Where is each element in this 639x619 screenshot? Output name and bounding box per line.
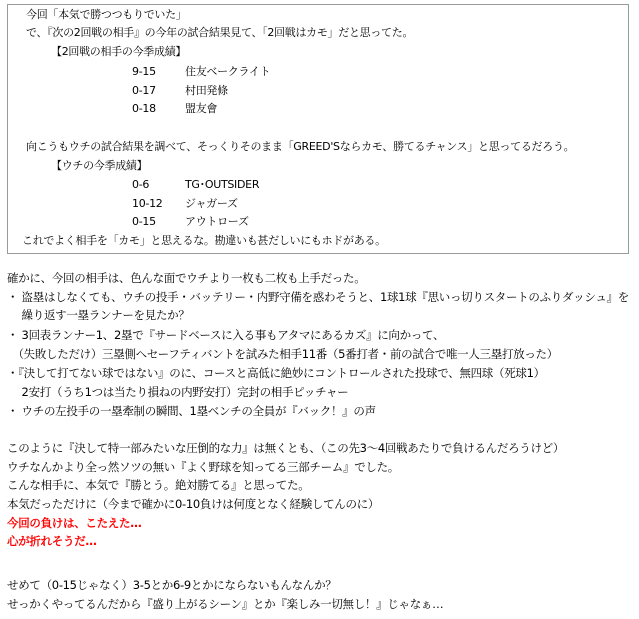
outro-line: これでよく相手を「カモ」と思えるな。勘違いも甚だしいにもホドがある。 [22, 234, 386, 247]
intro-line-1: 今回「本気で勝つつもりでいた」 [26, 8, 187, 21]
intro-line-2: で、『次の2回戦の相手』の今年の試合結果見て、「2回戦はカモ」だと思ってた。 [26, 26, 414, 39]
middle-line: 向こうもウチの試合結果を調べて、そっくりそのまま「GREED'Sならカモ、勝てるチャンス」と思ってるだろう。 [26, 140, 575, 153]
body-line: 2安打（うち1つは当たり損ねの内野安打）完封の相手ピッチャー [7, 385, 349, 399]
body-line: ・ 盗塁はしなくても、ウチの投手・バッテリー・内野守備を惑わそうと、1球1球『思いっ切りスタートのふりダッシュ』を [7, 290, 629, 304]
opponent-team: 村田発條 [185, 84, 228, 97]
own-score: 0-6 [132, 178, 150, 191]
opponent-team: 盟友會 [185, 102, 218, 115]
opponent-score: 0-17 [132, 84, 156, 97]
own-results-heading: 【ウチの今季成績】 [51, 159, 148, 172]
opponent-score: 0-18 [132, 102, 156, 115]
own-team: アウトローズ [185, 215, 249, 228]
body-line: 本気だっただけに（今まで確かに0-10負けは何度となく経験してんのに） [7, 497, 380, 511]
body-line: このように『決して特一部みたいな圧倒的な力』は無くとも、（この先3～4回戦あたりで負けるんだろうけど） [7, 441, 565, 455]
opponent-results-heading: 【2回戦の相手の今季成績】 [51, 45, 187, 58]
opponent-score: 9-15 [132, 65, 156, 78]
body-line: せめて（0-15じゃなく）3-5とか6-9とかにならないもんなんか？ [7, 578, 337, 592]
own-team: TG･OUTSIDER [185, 178, 260, 191]
body-line: せっかくやってるんだから『盛り上がるシーン』とか『楽しみ一切無し！』じゃなぁ… [7, 597, 444, 611]
body-line: 確かに、今回の相手は、色んな面でウチより一枚も二枚も上手だった。 [7, 271, 366, 285]
body-line: ・『決して打てない球ではない』のに、コースと高低に絶妙にコントロールされた投球で、無四球（死球1） [7, 366, 545, 380]
own-score: 10-12 [132, 197, 163, 210]
emphasis-line: 心が折れそうだ… [7, 534, 97, 548]
own-score: 0-15 [132, 215, 156, 228]
body-line: ウチなんかより全っ然ソツの無い『よく野球を知ってる三部チーム』でした。 [7, 460, 399, 474]
body-line: ・ ウチの左投手の一塁牽制の瞬間、1塁ベンチの全員が『バック！』の声 [7, 404, 376, 418]
body-line: ・ 3回表ランナー1、2塁で『サードベースに入る事もアタマにあるカズ』に向かって、 [7, 328, 445, 342]
own-team: ジャガーズ [185, 197, 238, 210]
season-results-box [7, 4, 629, 254]
body-line: 繰り返す一塁ランナーを見たか？ [7, 308, 190, 322]
body-line: こんな相手に、本気で『勝とう。絶対勝てる』と思ってた。 [7, 478, 310, 492]
emphasis-line: 今回の負けは、こたえた… [7, 516, 142, 530]
opponent-team: 住友ベークライト [185, 65, 271, 78]
body-line: （失敗しただけ）三塁側へセーフティバントを試みた相手11番（5番打者・前の試合で唯一人三塁打放った） [7, 347, 558, 361]
